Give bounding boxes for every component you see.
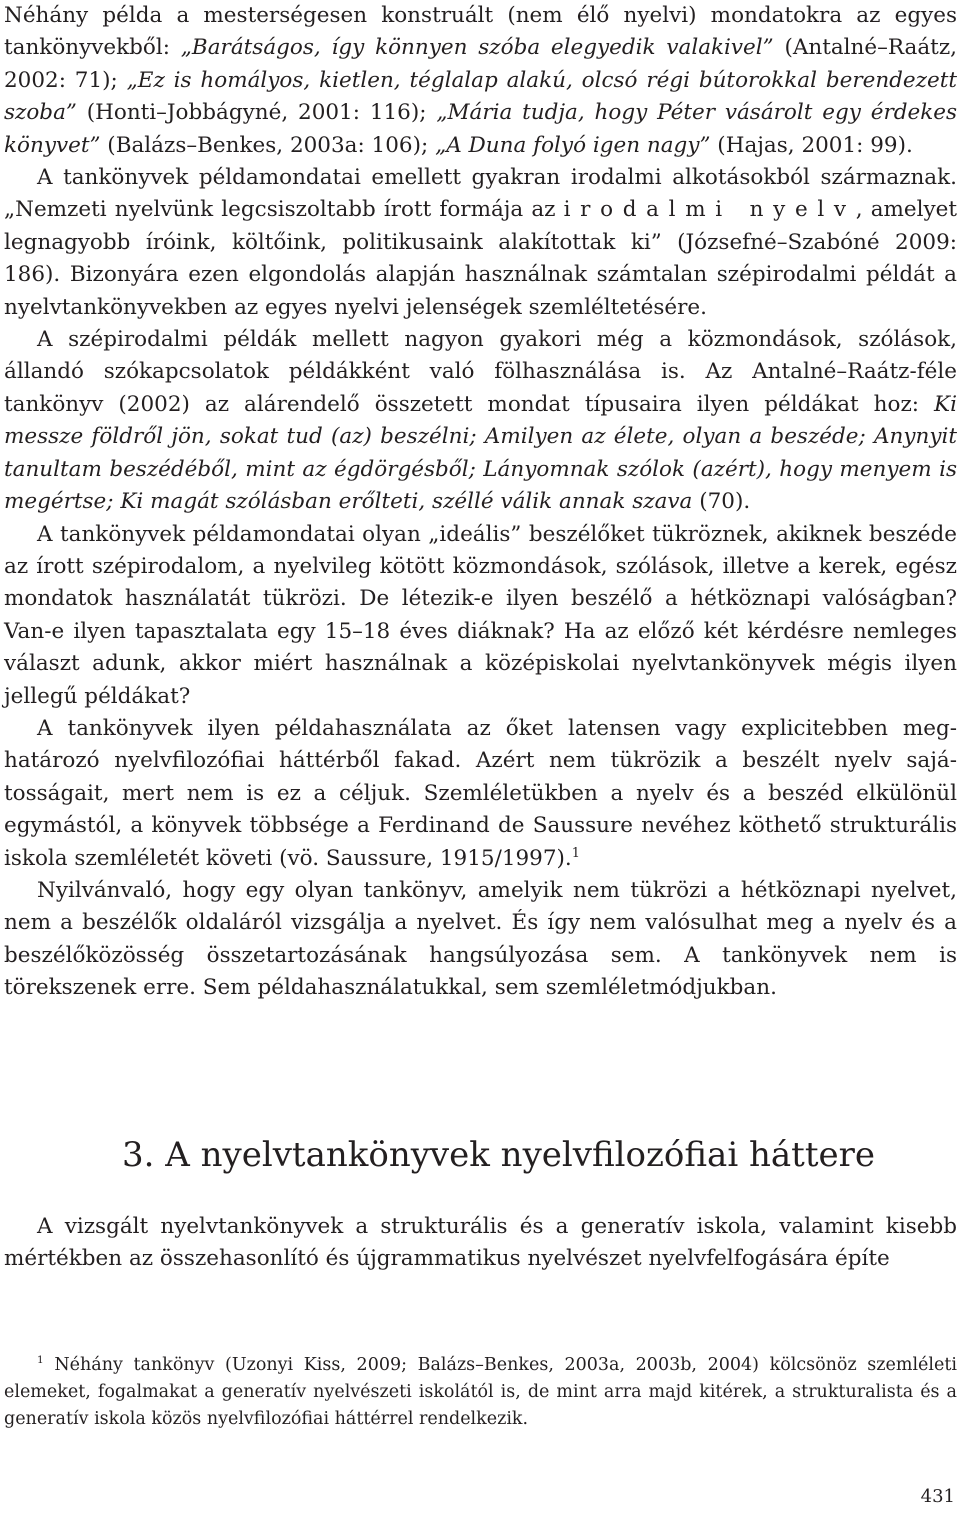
footnote (4, 1352, 957, 1433)
page-number: 431 (920, 1486, 955, 1507)
body-paragraph (4, 713, 957, 875)
text-run: Néhány példa a mesterségesen konstruált (nem élő nyelvi) mondatokra az egyes tankönyvekből: (4, 3, 957, 61)
body-paragraph (4, 0, 957, 162)
text-run: , amelyet legnagyobb íróink, költőink, politikusaink alakítottak ki” (Józsefné–Szabóné 2009: 186). Bizonyára ezen elgondolás alapján használnak számtalan szépirodalmi példát a nyelvtankönyvekben az egyes nyelvi jelenségek szemléltetésére. (4, 197, 958, 320)
text-run: A tankönyvek ilyen példahasználata az őket latensen vagy explicitebben meghatározó nyelvfilozófiai háttérből fakad. Azért nem tükrözik a beszélt nyelv sajátosságait, mert nem is ez a céljuk. Szemléletükben a nyelv és a beszéd elkülönül egymástól, a könyvek többsége a Ferdinand de Saussure nevéhez köthető strukturális iskola szemléletét követi (vö. Saussure, 1915/1997). (4, 715, 957, 871)
italic-example-text: „Ez is homályos, kietlen, téglalap alakú, olcsó régi bútorokkal berendezett szoba” (4, 67, 957, 126)
italic-example-text: „Mária tudja, hogy Péter vásárolt egy érdekes könyvet” (4, 100, 957, 158)
body-paragraph (4, 519, 957, 713)
body-paragraph (4, 162, 957, 324)
section-text (4, 1211, 957, 1276)
italic-example-text: „Barátságos, így könnyen szóba elegyedik valakivel” (180, 35, 774, 61)
main-text (4, 0, 957, 1005)
footnote-reference: 1 (571, 845, 580, 861)
footnote-marker: 1 (37, 1354, 44, 1367)
italic-example-text: Ki messze földről jön, sokat tud (az) beszélni; Amilyen az élete, olyan a beszéde; Anynyit tanultam beszédéből, mint az égdörgésből; Lányomnak szólok (azért), hogy menyem is megértse; Ki magát szólásban erőlteti, széllé válik annak szava (4, 391, 957, 515)
emphasized-term: irodalmi nyelv (563, 197, 856, 223)
section-heading: 3. A nyelvtankönyvek nyelvfilozófiai háttere (122, 1135, 875, 1175)
text-run: (Honti–Jobbágyné, 2001: 116); (76, 100, 437, 126)
text-run: (Hajas, 2001: 99). (710, 132, 913, 158)
text-run: A tankönyvek példamondatai emellett gyakran irodalmi alkotásokból származnak. „Nemzeti nyelvünk legcsiszoltabb írott formája az (4, 165, 957, 223)
text-run: Nyilvánvaló, hogy egy olyan tankönyv, amelyik nem tükrözi a hétköznapi nyelvet, nem a beszélők oldaláról vizsgálja a nyelvet. És így nem valósulhat meg a nyelv és a beszélőközösség összetartozásának hangsúlyozása sem. A tankönyvek nem is törekszenek erre. Sem példahasználatukkal, sem szemléletmódjukban. (4, 877, 957, 1001)
body-paragraph (4, 875, 957, 1005)
body-paragraph (4, 324, 957, 518)
text-run: A tankönyvek példamondatai olyan „ideális” beszélőket tükröznek, akiknek beszéde az írott szépirodalom, a nyelvileg kötött közmondások, szólások, illetve a kerek, egész mondatok használatát tükrözi. De létezik-e ilyen beszélő a hétköznapi valóságban? Van-e ilyen tapasztalata egy 15–18 éves diáknak? Ha az előző két kérdésre nemleges választ adunk, akkor miért használnak a középiskolai nyelvtankönyvek mégis ilyen jellegű példákat? (4, 521, 957, 709)
italic-example-text: „A Duna folyó igen nagy” (435, 132, 711, 158)
text-run: (Antalné–Raátz, 2002: 71); (4, 35, 957, 93)
footnote-text: Néhány tankönyv (Uzonyi Kiss, 2009; Balázs–Benkes, 2003a, 2003b, 2004) kölcsönöz szemléleti elemeket, fogalmakat a generatív nyelvészeti iskolától is, de mint arra majd kitérek, a strukturalista és a generatív iskola közös nyelvfilozófiai háttérrel rendelkezik. (4, 1355, 957, 1429)
footnote-paragraph (4, 1352, 957, 1433)
text-run: A szépirodalmi példák mellett nagyon gyakori még a közmondások, szólások, állandó szókapcsolatok példákként való fölhasználása is. Az Antalné–Raátz-féle tankönyv (2002) az alárendelő összetett mondat típusaira ilyen példákat hoz: (4, 327, 957, 417)
text-run: (Balázs–Benkes, 2003a: 106); (100, 132, 436, 158)
section-paragraph: A vizsgált nyelvtankönyvek a strukturális és a generatív iskola, valamint kisebb mértékben az összehasonlító és újgrammatikus nyelvészet nyelvfelfogására építe (4, 1214, 957, 1272)
text-run: (70). (692, 489, 751, 515)
